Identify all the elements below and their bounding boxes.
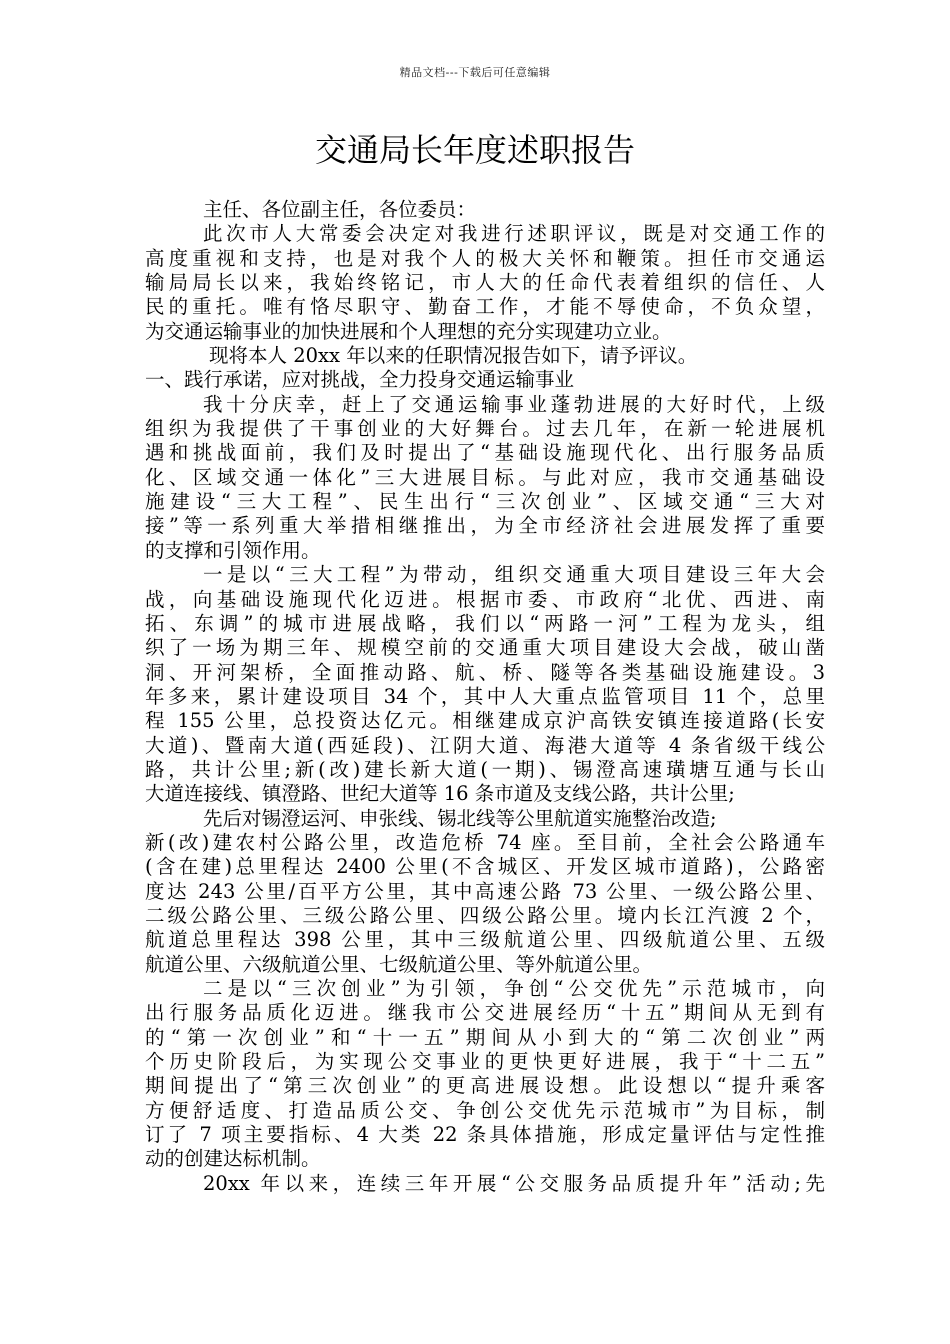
body-line: 大道)、暨南大道(西延段)、江阴大道、海港大道等 4 条省级干线公 bbox=[145, 733, 825, 757]
body-line: 洞、开河架桥，全面推动路、航、桥、隧等各类基础设施建设。3 bbox=[145, 660, 825, 684]
body-line: 遇和挑战面前，我们及时提出了“基础设施现代化、出行服务品质 bbox=[145, 441, 825, 465]
body-line: 组织为我提供了干事创业的大好舞台。过去几年，在新一轮进展机 bbox=[145, 417, 825, 441]
body-line: 先后对锡澄运河、申张线、锡北线等公里航道实施整治改造; bbox=[203, 806, 717, 830]
body-line: 大道连接线、镇澄路、世纪大道等 16 条市道及支线公路，共计公里; bbox=[145, 782, 735, 806]
body-line: 20xx 年以来，连续三年开展“公交服务品质提升年”活动;先 bbox=[203, 1171, 825, 1195]
body-line: (含在建)总里程达 2400 公里(不含城区、开发区城市道路)，公路密 bbox=[145, 855, 825, 879]
body-line: 二是以“三次创业”为引领，争创“公交优先”示范城市，向 bbox=[203, 977, 825, 1000]
body-line: 订了 7 项主要指标、4 大类 22 条具体措施，形成定量评估与定性推 bbox=[145, 1123, 825, 1147]
body-line: 航道总里程达 398 公里，其中三级航道公里、四级航道公里、五级 bbox=[145, 928, 825, 952]
body-line: 一是以“三大工程”为带动，组织交通重大项目建设三年大会 bbox=[203, 563, 825, 587]
body-line: 输局局长以来，我始终铭记，市人大的任命代表着组织的信任、人 bbox=[145, 271, 825, 295]
body-line: 二级公路公里、三级公路公里、四级公路公里。境内长江汽渡 2 个， bbox=[145, 903, 825, 927]
body-line: 的支撑和引领作用。 bbox=[145, 538, 321, 562]
section-heading: 一、践行承诺，应对挑战，全力投身交通运输事业 bbox=[145, 368, 575, 392]
body-line: 程 155 公里，总投资达亿元。相继建成京沪高铁安镇连接道路(长安 bbox=[145, 709, 825, 733]
salutation-line: 主任、各位副主任，各位委员： bbox=[203, 198, 477, 221]
body-line: 路，共计公里;新(改)建长新大道(一期)、锡澄高速璜塘互通与长山 bbox=[145, 757, 825, 781]
body-line: 出行服务品质化迈进。继我市公交进展经历“十五”期间从无到有 bbox=[145, 1001, 825, 1025]
body-line: 战，向基础设施现代化迈进。根据市委、市政府“北优、西进、南 bbox=[145, 587, 825, 611]
body-line: 期间提出了“第三次创业”的更高进展设想。此设想以“提升乘客 bbox=[145, 1074, 825, 1098]
body-line: 我十分庆幸，赶上了交通运输事业蓬勃进展的大好时代，上级 bbox=[203, 392, 825, 416]
document-title: 交通局长年度述职报告 bbox=[314, 131, 635, 169]
body-line: 化、区域交通一体化”三大进展目标。与此对应，我市交通基础设 bbox=[145, 465, 825, 489]
body-line: 民的重托。唯有恪尽职守、勤奋工作，才能不辱使命，不负众望， bbox=[145, 295, 825, 319]
page-header-note: 精品文档---下载后可任意编辑 bbox=[399, 66, 551, 79]
body-line: 为交通运输事业的加快进展和个人理想的充分实现建功立业。 bbox=[145, 319, 672, 343]
body-line: 拓、东调”的城市进展战略，我们以“两路一河”工程为龙头，组 bbox=[145, 611, 825, 635]
body-line: 的“第一次创业”和“十一五”期间从小到大的“第二次创业”两 bbox=[145, 1025, 825, 1049]
body-line: 新(改)建农村公路公里，改造危桥 74 座。至目前，全社会公路通车 bbox=[145, 830, 825, 854]
body-line: 接”等一系列重大举措相继推出，为全市经济社会进展发挥了重要 bbox=[145, 514, 825, 538]
body-line: 高度重视和支持，也是对我个人的极大关怀和鞭策。担任市交通运 bbox=[145, 246, 825, 270]
body-line: 动的创建达标机制。 bbox=[145, 1147, 321, 1171]
body-line: 现将本人 20xx 年以来的任职情况报告如下，请予评议。 bbox=[209, 344, 698, 368]
body-line: 方便舒适度、打造品质公交、争创公交优先示范城市”为目标，制 bbox=[145, 1098, 825, 1122]
body-line: 施建设“三大工程”、民生出行“三次创业”、区域交通“三大对 bbox=[145, 490, 825, 514]
body-line: 航道公里、六级航道公里、七级航道公里、等外航道公里。 bbox=[145, 952, 653, 976]
body-line: 此次市人大常委会决定对我进行述职评议，既是对交通工作的 bbox=[203, 222, 825, 246]
body-line: 年多来，累计建设项目 34 个，其中人大重点监管项目 11 个，总里 bbox=[145, 684, 825, 708]
body-line: 个历史阶段后，为实现公交事业的更快更好进展，我于“十二五” bbox=[145, 1050, 825, 1074]
document-body bbox=[145, 198, 825, 1196]
body-line: 织了一场为期三年、规模空前的交通重大项目建设大会战，破山凿 bbox=[145, 636, 825, 660]
body-line: 度达 243 公里/百平方公里，其中高速公路 73 公里、一级公路公里、 bbox=[145, 879, 825, 903]
